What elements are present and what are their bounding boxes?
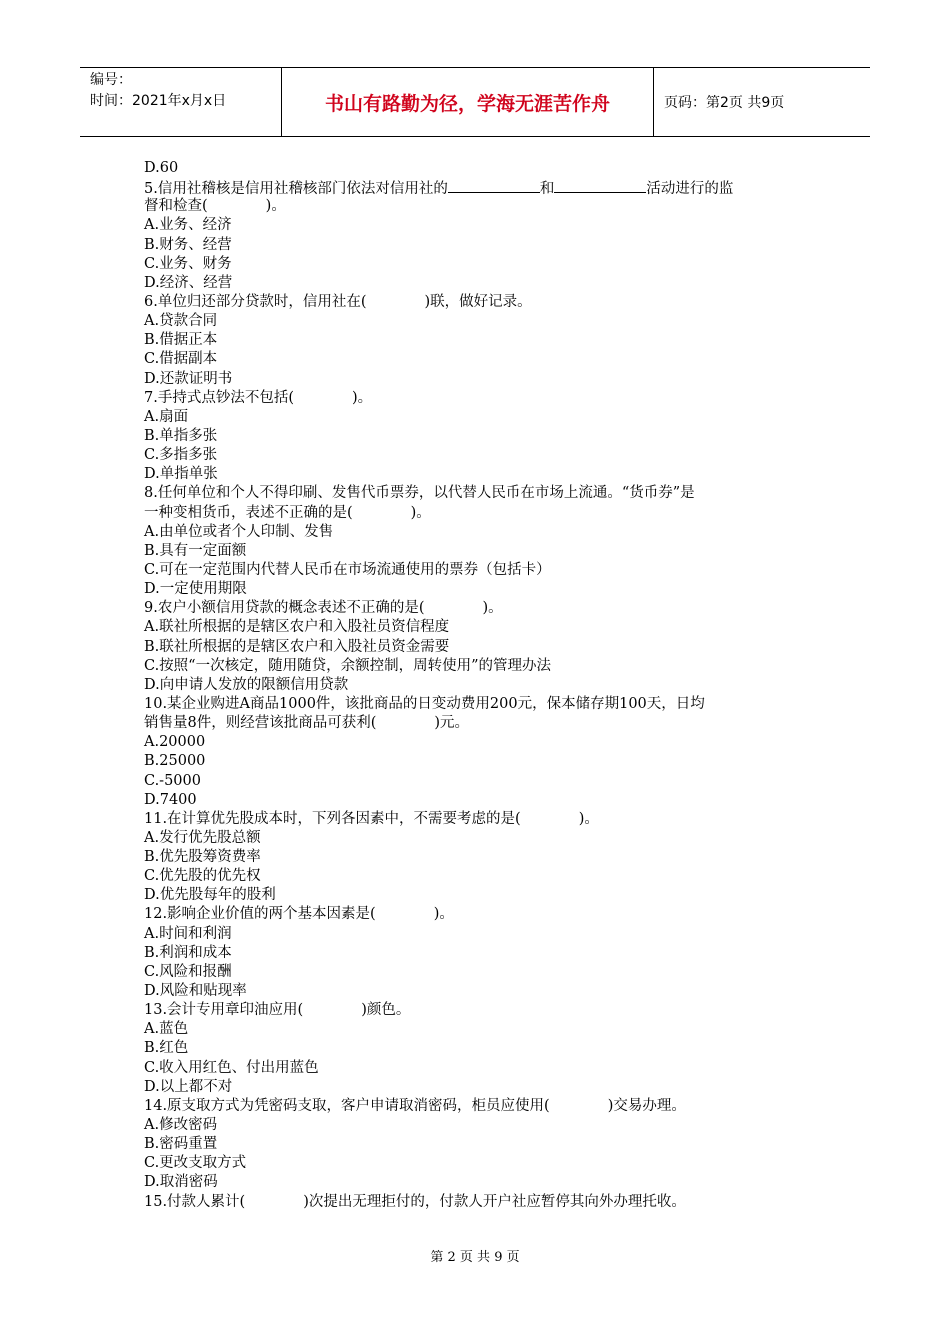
text-line: C.-5000 [144,772,201,789]
page-header [80,67,870,137]
text-line: B.利润和成本 [144,944,232,961]
text-line: D.7400 [144,791,197,808]
text-line: 8.任何单位和个人不得印刷、发售代币票券，以代替人民币在市场上流通。“货币券”是 [144,485,695,502]
header-motto: 书山有路勤为径，学海无涯苦作舟 [282,68,654,136]
text-line: 15.付款人累计( )次提出无理拒付的，付款人开户社应暂停其向外办理托收。 [144,1193,686,1210]
text-line: B.借据正本 [144,332,218,349]
text-line: D.还款证明书 [144,370,233,387]
text-line: A.由单位或者个人印制、发售 [144,523,334,540]
time-label: 时间：2021年x月x日 [90,93,227,109]
text-line: D.优先股每年的股利 [144,887,276,904]
text-line: A.贷款合同 [144,313,218,330]
text-line-question-5: 5.信用社稽核是信用社稽核部门依法对信用社的 和 活动进行的监 [144,178,814,197]
text-line: C.更改支取方式 [144,1155,247,1172]
number-label: 编号： [90,72,132,88]
text-line: A.业务、经济 [144,217,232,234]
document-body [144,159,814,1212]
text-line: A.20000 [144,734,206,751]
text-line: B.红色 [144,1040,189,1057]
text-line: 6.单位归还部分贷款时，信用社在( )联，做好记录。 [144,293,532,310]
page-footer: 第 2 页 共 9 页 [430,1250,520,1265]
text-line: D.经济、经营 [144,274,233,291]
text-line: 13.会计专用章印油应用( )颜色。 [144,1002,411,1019]
text-line: 一种变相货币，表述不正确的是( )。 [144,504,431,521]
text-line: D.风险和贴现率 [144,983,247,1000]
text-line: B.优先股筹资费率 [144,849,261,866]
header-page-label: 页码：第2页 共9页 [664,95,785,111]
text-line: B.单指多张 [144,427,218,444]
text-line: 7.手持式点钞法不包括( )。 [144,389,373,406]
text-line: 10.某企业购进A商品1000件，该批商品的日变动费用200元，保本储存期100天，日均 [144,695,705,712]
text-line: 11.在计算优先股成本时，下列各因素中，不需要考虑的是( )。 [144,810,599,827]
text-line: C.优先股的优先权 [144,868,261,885]
text-line: 12.影响企业价值的两个基本因素是( )。 [144,906,454,923]
text-line: A.联社所根据的是辖区农户和入股社员资信程度 [144,619,450,636]
text-line: 14.原支取方式为凭密码支取，客户申请取消密码，柜员应使用( )交易办理。 [144,1097,686,1114]
text-line: B.25000 [144,753,206,770]
text-line: B.财务、经营 [144,236,232,253]
text-line: C.按照“一次核定，随用随贷，余额控制，周转使用”的管理办法 [144,657,552,674]
fill-blank [448,178,540,193]
text-line: 督和检查( )。 [144,198,286,215]
text-line: D.60 [144,160,179,176]
text-line: A.时间和利润 [144,925,232,942]
text-line: C.收入用红色、付出用蓝色 [144,1059,319,1076]
text-line: C.风险和报酬 [144,963,232,980]
text-line: C.业务、财务 [144,255,232,272]
text-line: B.密码重置 [144,1136,218,1153]
text-line: B.联社所根据的是辖区农户和入股社员资金需要 [144,638,450,655]
text-line: 销售量8件，则经营该批商品可获利( )元。 [144,715,470,732]
text-line: D.向申请人发放的限额信用贷款 [144,676,349,693]
text-line: C.借据副本 [144,351,218,368]
text-line: 9.农户小额信用贷款的概念表述不正确的是( )。 [144,600,503,617]
text-line: A.修改密码 [144,1117,218,1134]
text-line: D.以上都不对 [144,1078,233,1095]
text-line: C.多指多张 [144,447,218,464]
text-line: C.可在一定范围内代替人民币在市场流通使用的票券（包括卡） [144,561,551,578]
fill-blank [554,178,646,193]
text-line: A.发行优先股总额 [144,829,261,846]
text-line: A.扇面 [144,408,189,425]
header-meta [80,68,282,136]
text-line: D.单指单张 [144,466,218,483]
text-line: D.一定使用期限 [144,581,247,598]
text-line: D.取消密码 [144,1174,218,1191]
text-line: A.蓝色 [144,1021,189,1038]
text-line: B.具有一定面额 [144,542,247,559]
